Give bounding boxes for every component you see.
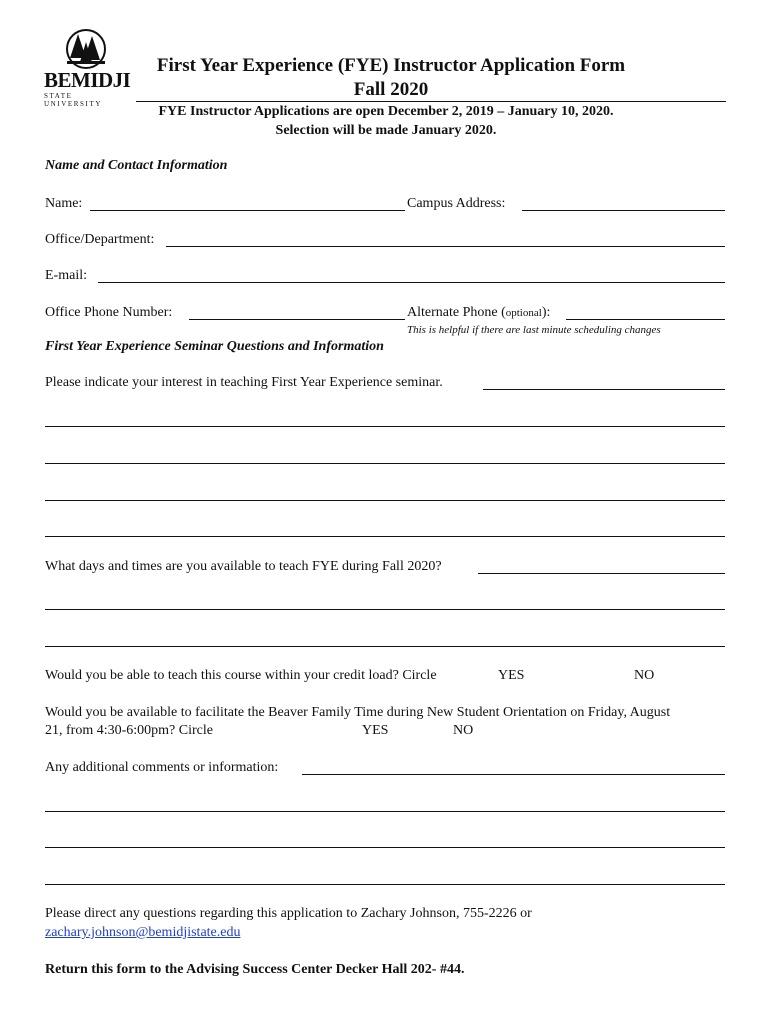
name-label: Name: xyxy=(45,196,83,211)
title-divider xyxy=(136,101,726,102)
seminar-section-heading: First Year Experience Seminar Questions and Information xyxy=(45,339,384,354)
application-window-notice: FYE Instructor Applications are open December 2, 2019 – January 10, 2020. xyxy=(158,104,614,119)
interest-answer-line[interactable] xyxy=(45,463,725,464)
comments-answer-line[interactable] xyxy=(45,847,725,848)
alternate-phone-label: Alternate Phone (optional): xyxy=(407,305,551,320)
office-department-field[interactable] xyxy=(166,246,725,247)
alternate-phone-field[interactable] xyxy=(566,319,725,320)
campus-address-field[interactable] xyxy=(522,210,725,211)
email-label: E-mail: xyxy=(45,268,87,283)
university-logo xyxy=(40,28,132,106)
availability-answer-line[interactable] xyxy=(45,646,725,647)
return-instructions: Return this form to the Advising Success Center Decker Hall 202- #44. xyxy=(45,962,465,977)
office-department-label: Office/Department: xyxy=(45,232,155,247)
interest-answer-line[interactable] xyxy=(45,426,725,427)
availability-question: What days and times are you available to teach FYE during Fall 2020? xyxy=(45,559,442,574)
availability-answer-line[interactable] xyxy=(45,609,725,610)
form-term: Fall 2020 xyxy=(353,79,429,100)
interest-question: Please indicate your interest in teaching First Year Experience seminar. xyxy=(45,375,443,390)
credit-load-no-option[interactable]: NO xyxy=(634,668,655,683)
campus-address-label: Campus Address: xyxy=(407,196,506,211)
availability-answer-line[interactable] xyxy=(478,573,725,574)
credit-load-question: Would you be able to teach this course within your credit load? Circle xyxy=(45,668,437,683)
comments-answer-line[interactable] xyxy=(45,811,725,812)
interest-answer-line[interactable] xyxy=(45,536,725,537)
beaver-family-question-cont: 21, from 4:30-6:00pm? Circle xyxy=(45,723,213,738)
selection-notice: Selection will be made January 2020. xyxy=(275,123,497,138)
comments-answer-line[interactable] xyxy=(45,884,725,885)
logo-subtitle: STATE UNIVERSITY xyxy=(44,92,102,108)
alternate-phone-note: This is helpful if there are last minute scheduling changes xyxy=(407,324,661,336)
email-field[interactable] xyxy=(98,282,725,283)
comments-label: Any additional comments or information: xyxy=(45,760,279,775)
office-phone-field[interactable] xyxy=(189,319,405,320)
office-phone-label: Office Phone Number: xyxy=(45,305,173,320)
interest-answer-line[interactable] xyxy=(483,389,725,390)
name-field[interactable] xyxy=(90,210,405,211)
logo-wordmark: BEMIDJI xyxy=(44,68,131,92)
interest-answer-line[interactable] xyxy=(45,500,725,501)
contact-email-link[interactable]: zachary.johnson@bemidjistate.edu xyxy=(45,925,241,940)
contact-section-heading: Name and Contact Information xyxy=(45,158,228,173)
pine-trees-seal-icon xyxy=(40,28,132,70)
credit-load-yes-option[interactable]: YES xyxy=(498,668,525,683)
beaver-family-yes-option[interactable]: YES xyxy=(362,723,389,738)
beaver-family-no-option[interactable]: NO xyxy=(453,723,474,738)
comments-answer-line[interactable] xyxy=(302,774,725,775)
questions-contact-text: Please direct any questions regarding this application to Zachary Johnson, 755-2226 or xyxy=(45,906,532,921)
beaver-family-question: Would you be available to facilitate the Beaver Family Time during New Student Orientation on Friday, August xyxy=(45,705,671,720)
form-title: First Year Experience (FYE) Instructor Application Form xyxy=(156,55,626,76)
